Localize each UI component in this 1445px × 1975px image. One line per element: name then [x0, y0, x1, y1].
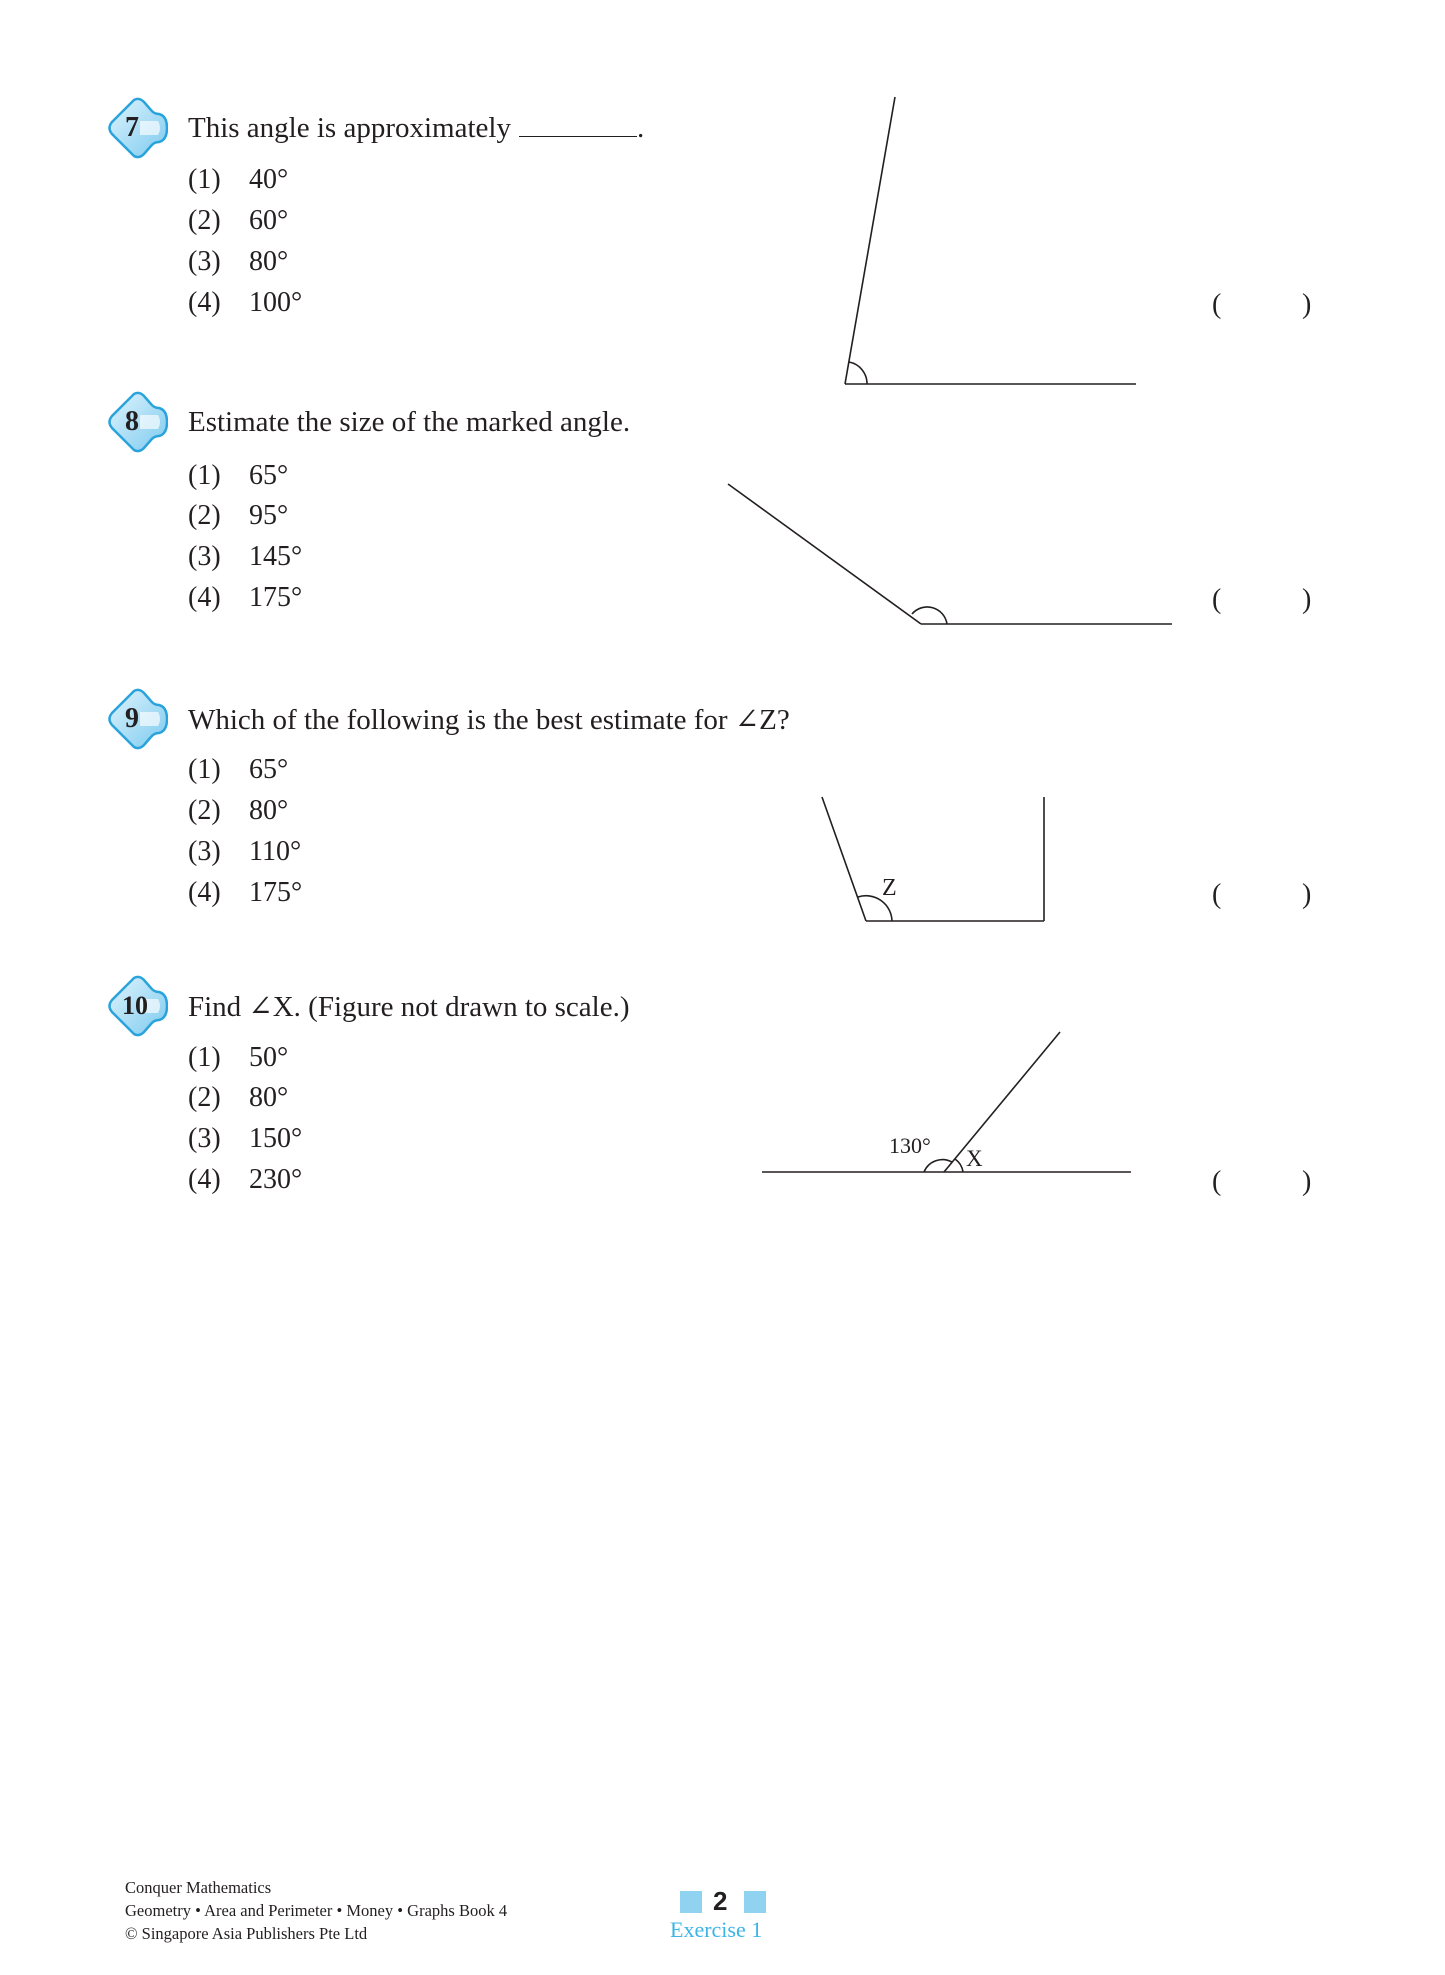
answer-paren-open: ( — [1212, 289, 1222, 320]
answer-paren-close: ) — [1302, 1166, 1312, 1197]
option-4[interactable]: (4) 100° — [188, 287, 303, 318]
option-2[interactable]: (2) 60° — [188, 205, 289, 236]
answer-paren-close: ) — [1302, 879, 1312, 910]
option-2[interactable]: (2) 80° — [188, 795, 289, 826]
question-number-badge: 8 — [106, 391, 168, 453]
page-marker-left — [680, 1891, 702, 1913]
option-1[interactable]: (1) 40° — [188, 164, 289, 195]
page-number: 2 — [713, 1886, 728, 1916]
answer-paren-close: ) — [1302, 289, 1312, 320]
option-2[interactable]: (2) 80° — [188, 1082, 289, 1113]
answer-paren-open: ( — [1212, 1166, 1222, 1197]
option-4[interactable]: (4) 175° — [188, 582, 303, 613]
angle-figure-q10 — [762, 1032, 1131, 1172]
page-marker-right — [744, 1891, 766, 1913]
footer-book-series: Conquer Mathematics — [125, 1878, 272, 1897]
option-3[interactable]: (3) 110° — [188, 836, 302, 867]
angle-figure-q8 — [728, 484, 1172, 624]
section-label: Exercise 1 — [670, 1917, 763, 1942]
footer-book-title: Geometry • Area and Perimeter • Money • Graphs Book 4 — [125, 1901, 508, 1920]
option-2[interactable]: (2) 95° — [188, 500, 289, 531]
option-1[interactable]: (1) 65° — [188, 754, 289, 785]
question-number-badge: 10 — [106, 975, 168, 1037]
option-4[interactable]: (4) 230° — [188, 1164, 303, 1195]
option-3[interactable]: (3) 80° — [188, 246, 289, 277]
angle-label-130: 130° — [889, 1133, 931, 1158]
question-text: This angle is approximately — [188, 112, 511, 144]
answer-paren-open: ( — [1212, 584, 1222, 615]
angle-label-x: X — [966, 1146, 983, 1171]
angle-label-z: Z — [882, 875, 897, 901]
answer-paren-open: ( — [1212, 879, 1222, 910]
question-suffix: . — [636, 112, 645, 144]
angle-figure-q9 — [822, 797, 1044, 921]
question-number-badge: 7 — [106, 97, 168, 159]
option-3[interactable]: (3) 150° — [188, 1123, 303, 1154]
option-1[interactable]: (1) 65° — [188, 460, 289, 491]
angle-figure-q7 — [845, 97, 1136, 384]
option-4[interactable]: (4) 175° — [188, 877, 303, 908]
question-number-badge: 9 — [106, 688, 168, 750]
question-text: Find ∠X. (Figure not drawn to scale.) — [188, 991, 630, 1023]
answer-paren-close: ) — [1302, 584, 1312, 615]
question-text: Which of the following is the best estimate for ∠Z? — [188, 704, 790, 736]
option-1[interactable]: (1) 50° — [188, 1042, 289, 1073]
question-text: Estimate the size of the marked angle. — [188, 406, 631, 438]
footer-copyright: © Singapore Asia Publishers Pte Ltd — [125, 1924, 368, 1943]
option-3[interactable]: (3) 145° — [188, 541, 303, 572]
